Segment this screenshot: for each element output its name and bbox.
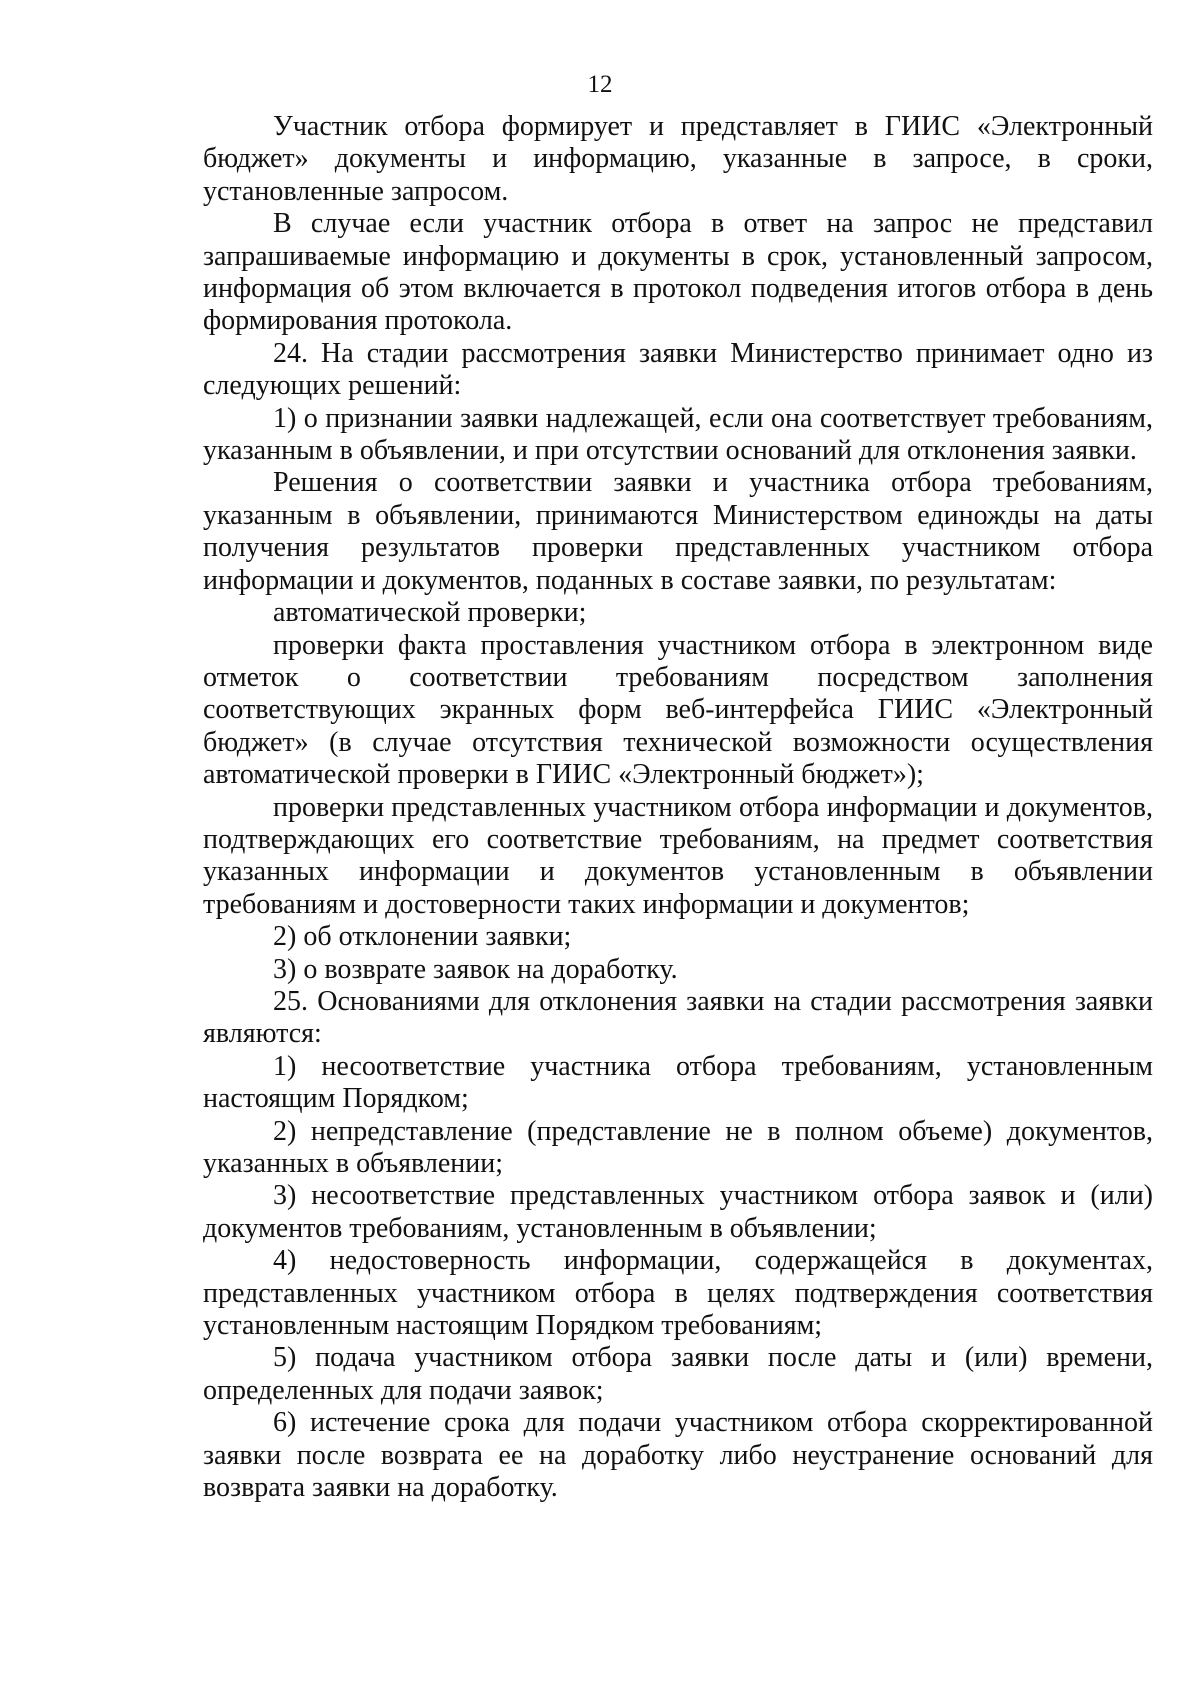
paragraph-24-decisions: 24. На стадии рассмотрения заявки Министерство принимает одно из следующих решений:: [203, 337, 1153, 402]
paragraph-ground-2: 2) непредставление (представление не в полном объеме) документов, указанных в объявлении;: [203, 1115, 1153, 1179]
paragraph-decision-1: 1) о признании заявки надлежащей, если она соответствует требованиям, указанным в объявлении, и при отсутствии оснований для отклонения заявки.: [203, 402, 1153, 467]
page-number: 12: [587, 71, 613, 98]
paragraph-ground-5: 5) подача участником отбора заявки после даты и (или) времени, определенных для подачи заявок;: [203, 1342, 1153, 1406]
paragraph-ground-3: 3) несоответствие представленных участником отбора заявок и (или) документов требованиям, установленным в объявлении;: [203, 1180, 1153, 1244]
paragraph-decision-2: 2) об отклонении заявки;: [273, 921, 572, 953]
paragraph-manual-marks-check: проверки факта проставления участником отбора в электронном виде отметок о соответствии требованиям посредством заполнения соответствующих экранных форм веб-интерфейса ГИИС «Электронный бюджет» (в случае отсутствия технической возможности осуществления автоматической проверки в ГИИС «Электронный бюджет»);: [203, 629, 1153, 791]
paragraph-submission: Участник отбора формирует и представляет в ГИИС «Электронный бюджет» документы и информацию, указанные в запросе, в сроки, установленные запросом.: [203, 111, 1153, 207]
paragraph-ground-4: 4) недостоверность информации, содержащейся в документах, представленных участником отбора в целях подтверждения соответствия установленным настоящим Порядком требованиям;: [203, 1245, 1153, 1342]
document-body: [203, 111, 1153, 1504]
paragraph-missing-documents: В случае если участник отбора в ответ на запрос не представил запрашиваемые информацию и документы в срок, установленный запросом, информация об этом включается в протокол подведения итогов отбора в день формирования протокола.: [203, 208, 1153, 337]
paragraph-compliance-decision: Решения о соответствии заявки и участника отбора требованиям, указанным в объявлении, принимаются Министерством единожды на даты получения результатов проверки представленных участником отбора информации и документов, поданных в составе заявки, по результатам:: [203, 467, 1153, 596]
paragraph-decision-3: 3) о возврате заявок на доработку.: [273, 953, 678, 985]
paragraph-automatic-check: автоматической проверки;: [273, 597, 587, 629]
paragraph-25-grounds: 25. Основаниями для отклонения заявки на стадии рассмотрения заявки являются:: [203, 985, 1153, 1050]
paragraph-documents-check: проверки представленных участником отбора информации и документов, подтверждающих его соответствие требованиям, на предмет соответствия указанных информации и документов установленным в объявлении требованиям и достоверности таких информации и документов;: [203, 791, 1153, 920]
paragraph-ground-6: 6) истечение срока для подачи участником отбора скорректированной заявки после возврата ее на доработку либо неустранение оснований для возврата заявки на доработку.: [203, 1407, 1153, 1504]
paragraph-ground-1: 1) несоответствие участника отбора требованиям, установленным настоящим Порядком;: [203, 1050, 1153, 1115]
